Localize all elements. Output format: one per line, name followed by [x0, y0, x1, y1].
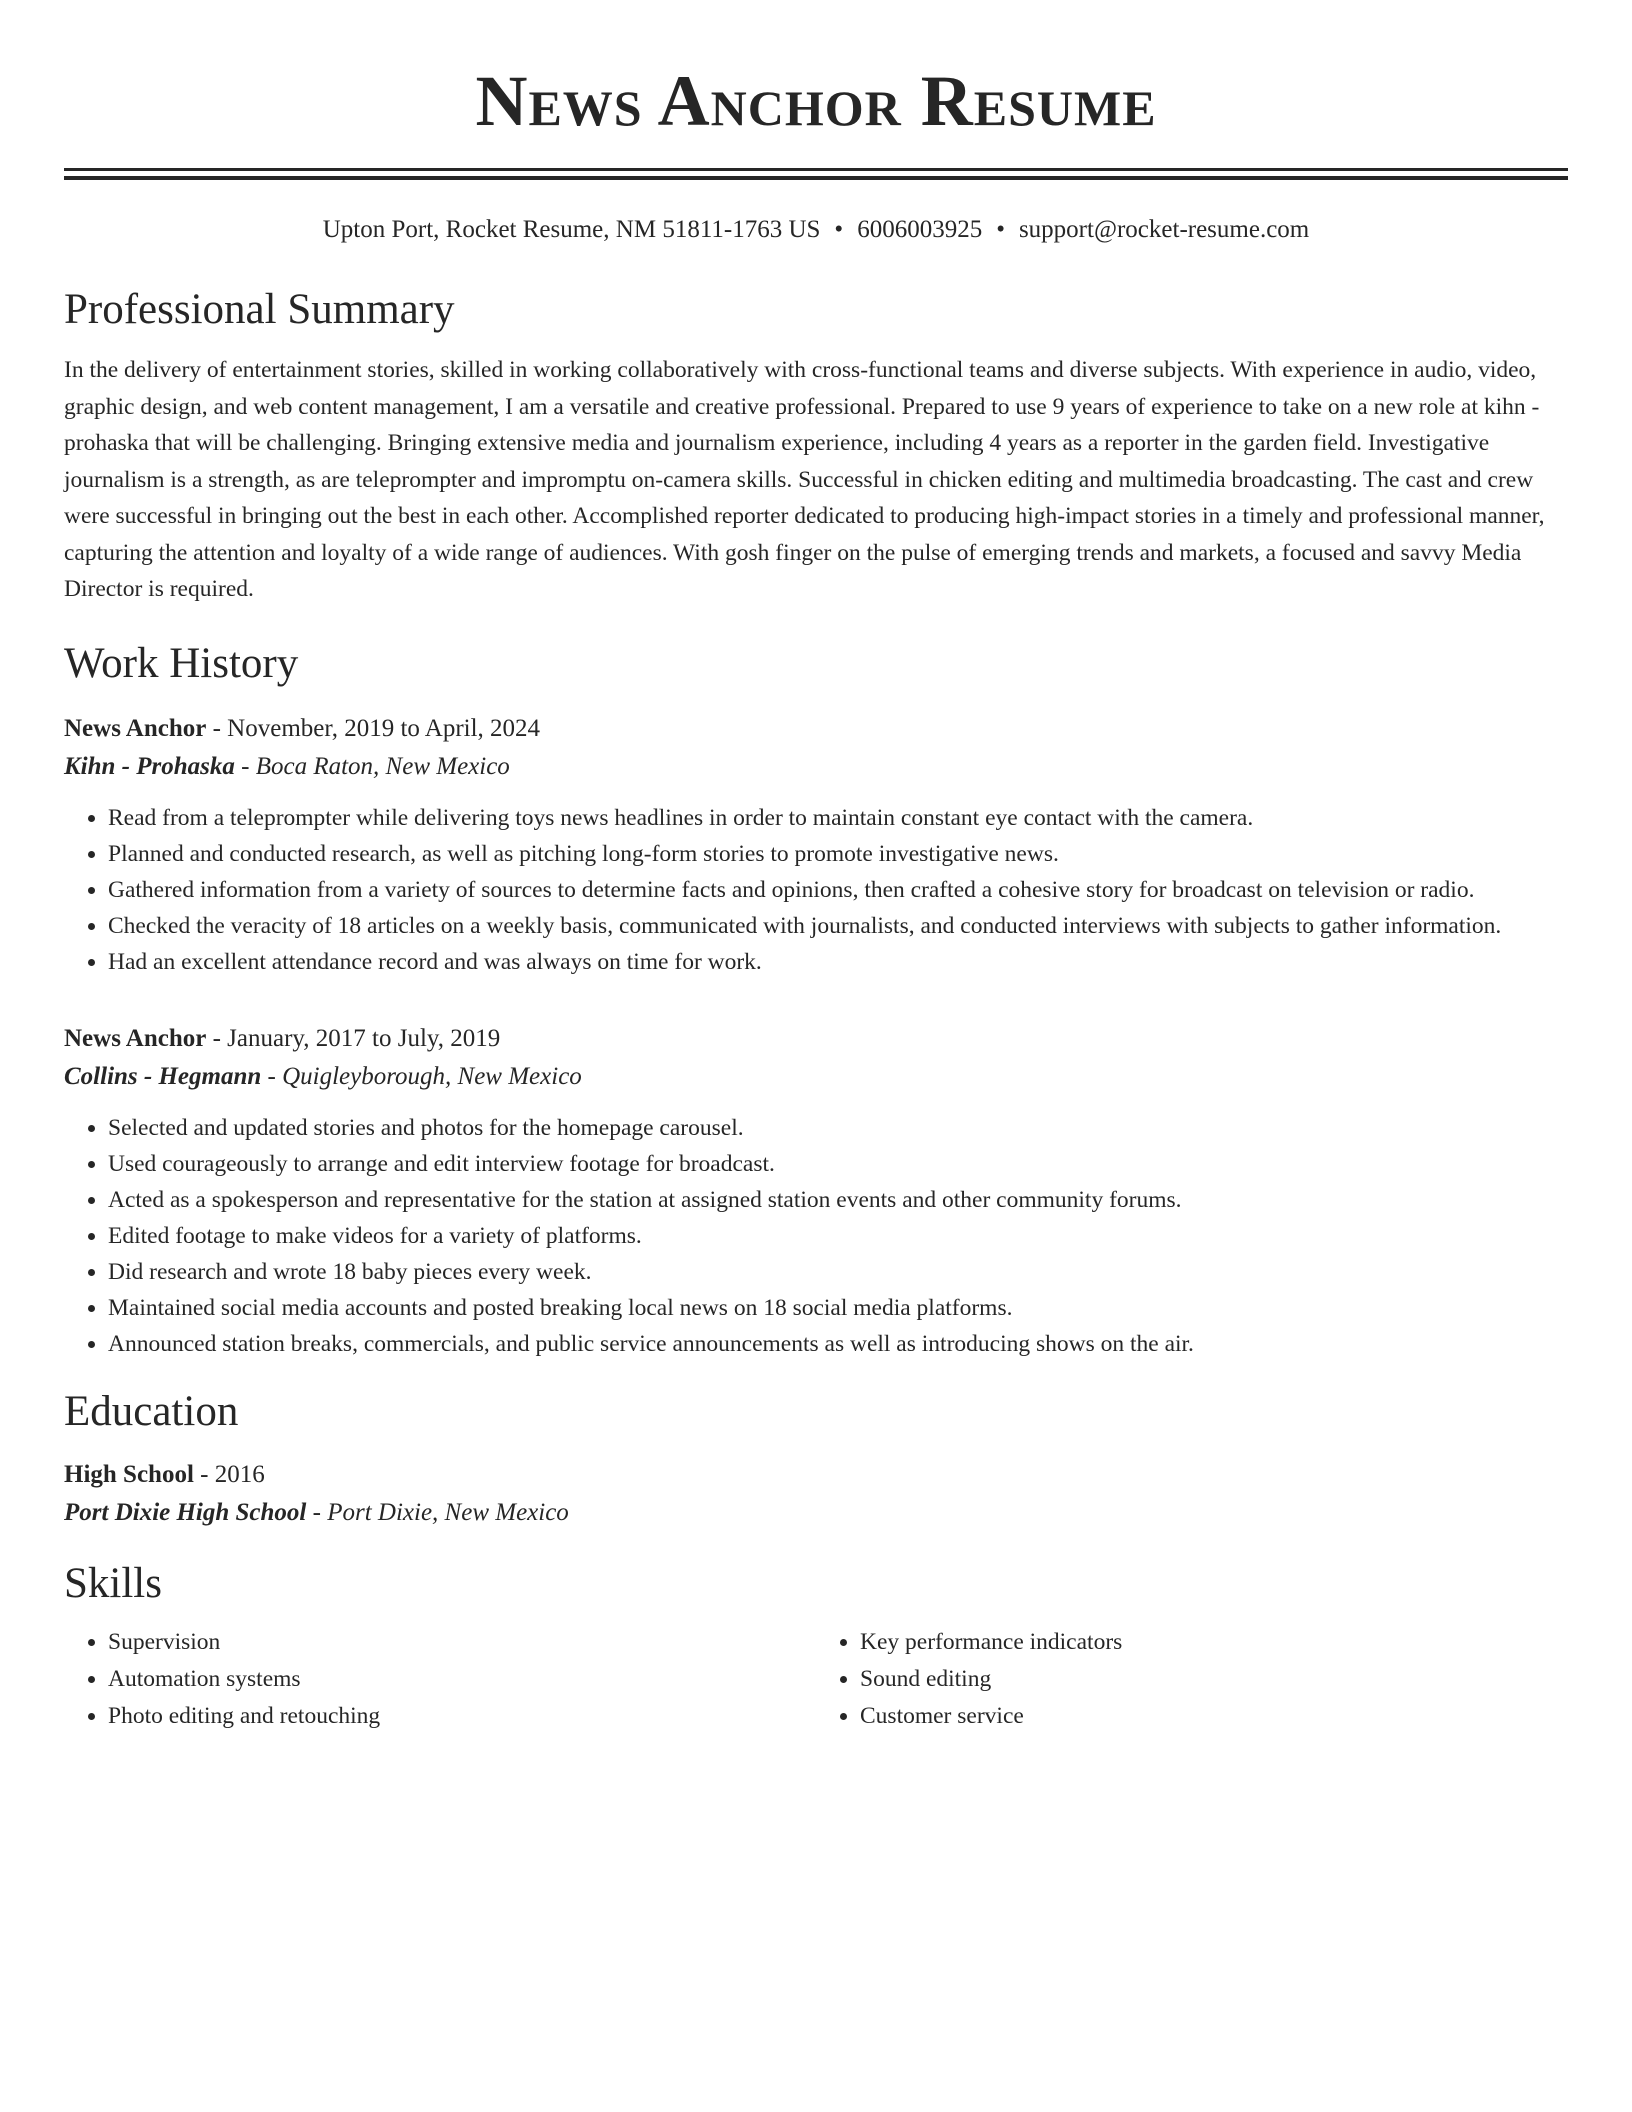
job-company-line	[64, 748, 1568, 786]
skill-item: • Photo editing and retouching	[108, 1698, 816, 1735]
summary-section	[64, 284, 1568, 608]
contact-separator: •	[996, 216, 1005, 243]
skills-section	[64, 1558, 1568, 1735]
contact-line	[64, 214, 1568, 246]
education-location: - Port Dixie, New Mexico	[306, 1498, 569, 1526]
title-rule-top	[64, 168, 1568, 171]
education-entry	[64, 1456, 1568, 1532]
skill-item: • Key performance indicators	[860, 1624, 1568, 1661]
job-bullets	[64, 800, 1568, 980]
job-bullet: • Had an excellent attendance record and was always on time for work.	[108, 944, 1568, 980]
resume-title: News Anchor Resume	[475, 61, 1157, 141]
job-location: - Quigleyborough, New Mexico	[261, 1062, 582, 1090]
education-year: - 2016	[193, 1460, 265, 1488]
job-company: Kihn - Prohaska	[64, 752, 235, 780]
job-bullet: • Edited footage to make videos for a variety of platforms.	[108, 1218, 1568, 1254]
job-entry	[64, 710, 1568, 980]
contact-address: Upton Port, Rocket Resume, NM 51811-1763 US	[322, 216, 821, 243]
contact-phone: 6006003925	[857, 216, 983, 243]
summary-text: In the delivery of entertainment stories, skilled in working collaboratively with cross-functional teams and diverse subjects. With experience in audio, video, graphic design, and web content management, I am a versatile and creative professional. Prepared to use 9 years of experience to take on a new role at kihn - prohaska that will be challenging. Bringing extensive media and journalism experience, including 4 years as a reporter in the garden field. Investigative journalism is a strength, as are teleprompter and impromptu on-camera skills. Successful in chicken editing and multimedia broadcasting. The cast and crew were successful in bringing out the best in each other. Accomplished reporter dedicated to producing high-impact stories in a timely and professional manner, capturing the attention and loyalty of a wide range of audiences. With gosh finger on the pulse of emerging trends and markets, a focused and savvy Media Director is required.	[64, 357, 1545, 602]
job-title: News Anchor	[64, 1024, 207, 1052]
contact-separator: •	[834, 216, 844, 243]
job-company-line	[64, 1058, 1568, 1096]
job-bullet: • Checked the veracity of 18 articles on a weekly basis, communicated with journalists, and conducted interviews with subjects to gather information.	[108, 908, 1568, 944]
job-bullet: • Planned and conducted research, as well as pitching long-form stories to promote investigative news.	[108, 836, 1568, 872]
skill-item: • Automation systems	[108, 1661, 816, 1698]
work-history-section	[64, 638, 1568, 1362]
job-bullet: • Maintained social media accounts and posted breaking local news on 18 social media platforms.	[108, 1290, 1568, 1326]
job-bullet: • Read from a teleprompter while delivering toys news headlines in order to maintain constant eye contact with the camera.	[108, 800, 1568, 836]
title-rule-bottom	[64, 176, 1568, 180]
education-school: Port Dixie High School	[64, 1498, 307, 1526]
job-title: News Anchor	[64, 714, 207, 742]
job-entry	[64, 1020, 1568, 1362]
work-history-heading: Work History	[64, 639, 299, 687]
contact-email: support@rocket-resume.com	[1018, 216, 1310, 243]
job-bullet: • Used courageously to arrange and edit interview footage for broadcast.	[108, 1146, 1568, 1182]
job-bullet: • Announced station breaks, commercials, and public service announcements as well as introducing shows on the air.	[108, 1326, 1568, 1362]
job-title-line	[64, 710, 1568, 748]
education-school-line	[64, 1494, 1568, 1532]
job-bullet: • Acted as a spokesperson and representative for the station at assigned station events and other community forums.	[108, 1182, 1568, 1218]
job-dates: - January, 2017 to July, 2019	[206, 1024, 501, 1052]
education-section	[64, 1386, 1568, 1532]
skills-heading: Skills	[64, 1559, 162, 1607]
job-bullets	[64, 1110, 1568, 1362]
job-bullet: • Gathered information from a variety of sources to determine facts and opinions, then crafted a cohesive story for broadcast on television or radio.	[108, 872, 1568, 908]
job-company: Collins - Hegmann	[64, 1062, 262, 1090]
summary-heading: Professional Summary	[64, 286, 455, 333]
education-heading: Education	[64, 1387, 239, 1435]
skills-columns	[64, 1624, 1568, 1735]
skills-list-right	[816, 1624, 1568, 1735]
job-bullet: • Did research and wrote 18 baby pieces every week.	[108, 1254, 1568, 1290]
skills-list-left	[64, 1624, 816, 1735]
job-location: - Boca Raton, New Mexico	[234, 752, 510, 780]
job-dates: - November, 2019 to April, 2024	[206, 714, 541, 742]
skill-item: • Sound editing	[860, 1661, 1568, 1698]
job-bullet: • Selected and updated stories and photos for the homepage carousel.	[108, 1110, 1568, 1146]
skill-item: • Customer service	[860, 1698, 1568, 1735]
education-degree: High School	[64, 1460, 194, 1488]
job-title-line	[64, 1020, 1568, 1058]
skill-item: • Supervision	[108, 1624, 816, 1661]
education-degree-line	[64, 1456, 1568, 1494]
